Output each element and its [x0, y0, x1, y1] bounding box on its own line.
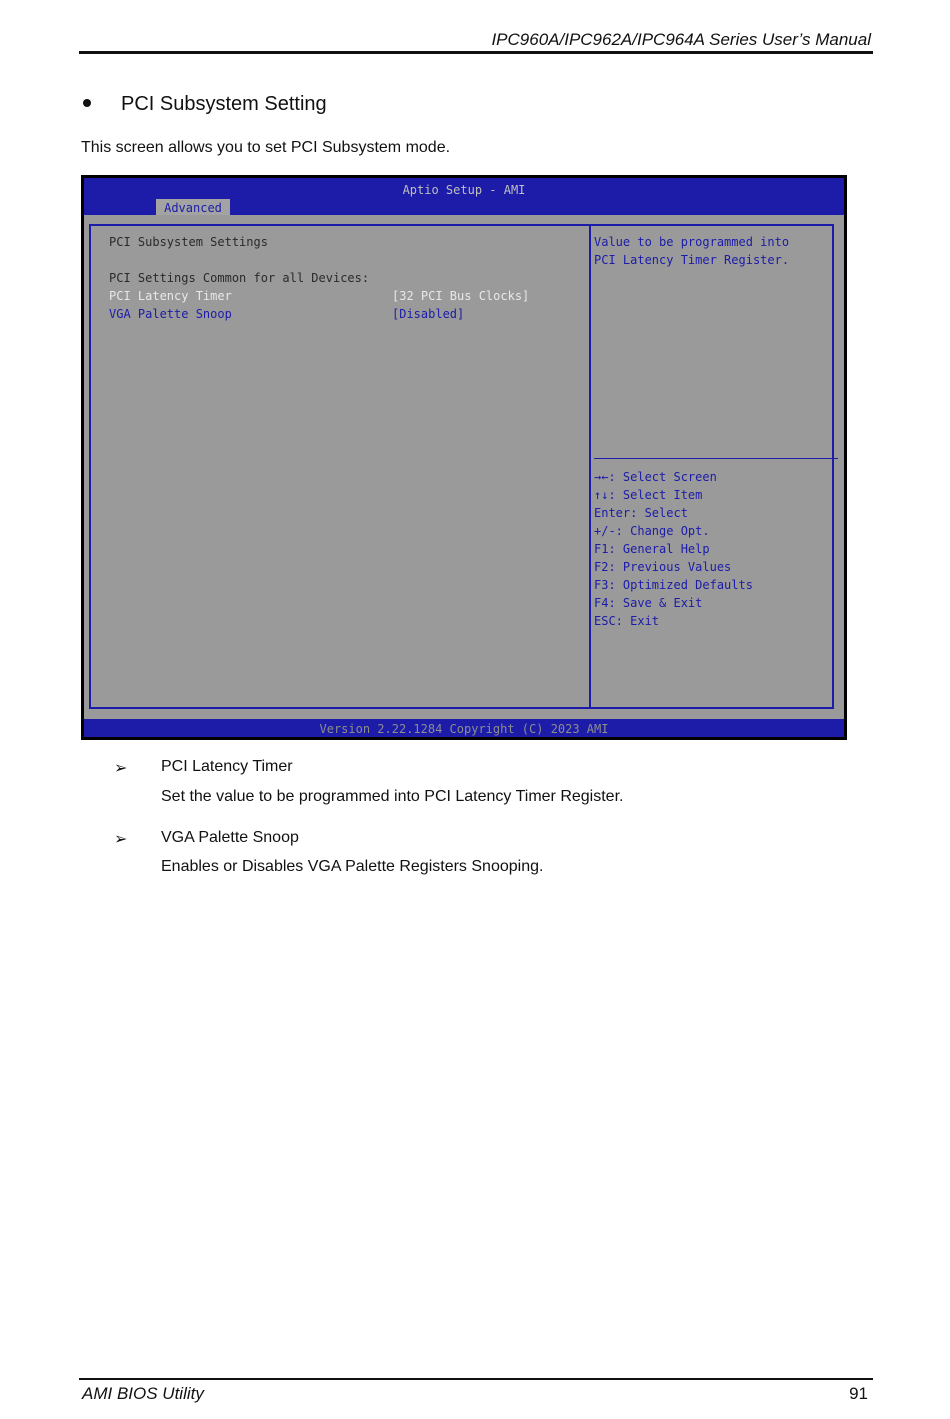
help-text-line: Value to be programmed into — [594, 235, 790, 249]
bios-version: Version 2.22.1284 Copyright (C) 2023 AMI — [319, 722, 609, 736]
vga-palette-snoop-value[interactable]: [Disabled] — [392, 307, 465, 321]
page-number: 91 — [849, 1384, 868, 1403]
key-hint: →←: Select Screen — [594, 470, 717, 484]
footer-chapter: AMI BIOS Utility — [82, 1384, 204, 1403]
description-text: Enables or Disables VGA Palette Registers Snooping. — [161, 858, 544, 875]
header-rule — [79, 51, 873, 54]
footer-rule — [79, 1378, 873, 1380]
key-hint: ↑↓: Select Item — [594, 488, 703, 502]
bios-main-panel — [84, 215, 844, 719]
description-text: Set the value to be programmed into PCI Latency Timer Register. — [161, 788, 624, 805]
settings-title: PCI Subsystem Settings — [109, 235, 268, 249]
bios-column-divider — [589, 224, 591, 709]
key-hint: F1: General Help — [594, 542, 710, 556]
bios-title-bar — [84, 178, 844, 215]
section-bullet — [83, 99, 91, 107]
manual-title: IPC960A/IPC962A/IPC964A Series User’s Manual — [491, 30, 871, 49]
help-text-line: PCI Latency Timer Register. — [594, 253, 790, 267]
key-hint: +/-: Change Opt. — [594, 524, 710, 538]
tab-advanced[interactable]: Advanced — [156, 199, 230, 217]
arrow-bullet-icon: ➢ — [114, 760, 128, 777]
key-hint: F2: Previous Values — [594, 560, 732, 574]
section-heading: PCI Subsystem Setting — [121, 93, 327, 115]
bios-title: Aptio Setup - AMI — [402, 183, 526, 197]
vga-palette-snoop-option[interactable]: VGA Palette Snoop — [109, 307, 232, 321]
key-hint: Enter: Select — [594, 506, 688, 520]
pci-latency-timer-option[interactable]: PCI Latency Timer — [109, 289, 232, 303]
key-hint: ESC: Exit — [594, 614, 660, 628]
description-title: VGA Palette Snoop — [161, 829, 299, 846]
key-hint: F3: Optimized Defaults — [594, 578, 753, 592]
pci-latency-timer-value[interactable]: [32 PCI Bus Clocks] — [392, 289, 530, 303]
description-title: PCI Latency Timer — [161, 758, 293, 775]
bios-help-divider — [594, 458, 838, 459]
key-hint: F4: Save & Exit — [594, 596, 703, 610]
bios-screenshot — [81, 175, 847, 740]
bios-status-bar — [84, 719, 844, 737]
intro-paragraph: This screen allows you to set PCI Subsystem mode. — [81, 139, 451, 156]
group-label: PCI Settings Common for all Devices: — [109, 271, 370, 285]
arrow-bullet-icon: ➢ — [114, 831, 128, 848]
